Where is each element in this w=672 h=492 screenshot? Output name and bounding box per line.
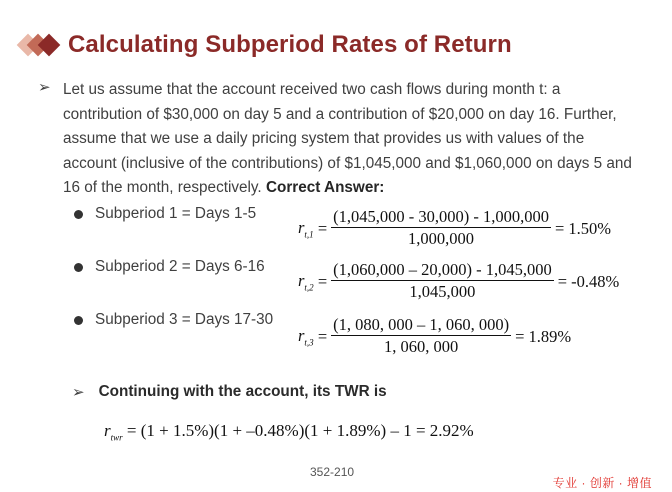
formula-subperiod-2: $r_{t,2}$ = $\frac{(1,060,000 - 20,000) - 1,045,000}{1,045,000}$ = -0.48% — [298, 260, 620, 301]
r-symbol: $r_{t,3}$ — [298, 325, 314, 348]
denominator: 1, 060, 000 — [384, 337, 459, 356]
subperiod-3-item — [74, 311, 273, 329]
page-number: 352-210 — [310, 465, 355, 479]
r-symbol: $r_{t,2}$ — [298, 270, 314, 293]
formula-subperiod-3: $r_{t,3}$ = $\frac{(1, 080, 000 - 1, 060, 000)}{1, 060, 000}$ = 1.89% — [298, 315, 572, 356]
slide-title: Calculating Subperiod Rates of Return — [68, 31, 512, 58]
diamond-logo-icon — [14, 26, 66, 64]
r-symbol: $r_{t,1}$ — [298, 217, 314, 240]
subperiod-3-label: Subperiod 3 = Days 17-30 — [95, 311, 274, 328]
bullet-dot-icon — [74, 316, 83, 325]
fraction — [331, 207, 551, 250]
result: = 1.50% — [554, 218, 612, 238]
continuing-text: Continuing with the account, its TWR is — [98, 383, 387, 400]
r-symbol: $r_{twr}$ — [104, 421, 123, 443]
arrow-bullet-icon: ➢ — [38, 79, 51, 96]
correct-answer-label: Correct Answer: — [265, 179, 385, 197]
twr-expression: = (1 + 1.5%)(1 + –0.48%)(1 + 1.89%) – 1 = 2.92% — [126, 421, 474, 440]
intro-paragraph — [38, 78, 638, 201]
twr-formula — [104, 421, 474, 442]
title-row — [14, 26, 512, 64]
continuing-item — [72, 383, 387, 401]
formula-subperiod-1: $r_{t,1}$ = $\frac{(1,045,000 - 30,000) - 1,000,000}{1,000,000}$ = 1.50% — [298, 207, 612, 248]
brand-slogan: 专业 · 创新 · 增值 — [552, 476, 652, 490]
bullet-dot-icon — [74, 263, 83, 272]
numerator: (1,060,000 – 20,000) - 1,045,000 — [333, 260, 552, 279]
subperiod-2-label: Subperiod 2 = Days 6-16 — [95, 258, 265, 275]
denominator: 1,000,000 — [408, 229, 475, 248]
numerator: (1, 080, 000 – 1, 060, 000) — [333, 315, 510, 334]
subperiod-1-label: Subperiod 1 = Days 1-5 — [95, 205, 257, 222]
bullet-dot-icon — [74, 210, 83, 219]
subperiod-1-item — [74, 205, 256, 223]
arrow-bullet-icon: ➢ — [72, 384, 85, 401]
result: = 1.89% — [515, 326, 572, 346]
fraction — [331, 260, 554, 303]
denominator: 1,045,000 — [409, 282, 476, 301]
result: = -0.48% — [557, 271, 620, 291]
numerator: (1,045,000 - 30,000) - 1,000,000 — [333, 207, 549, 226]
fraction — [331, 315, 511, 358]
intro-text: Let us assume that the account received two cash flows during month t: a contribution of $30,000 on day 5 and a contribution of $20,000 on day 16. Further, assume that we use a daily pricing system that provides us with values of the account (inclusive of the contributions) of $1,045,000 and $1,060,000 on days 5 and 16 of the month, respectively. — [63, 81, 632, 197]
subperiod-2-item — [74, 258, 265, 276]
